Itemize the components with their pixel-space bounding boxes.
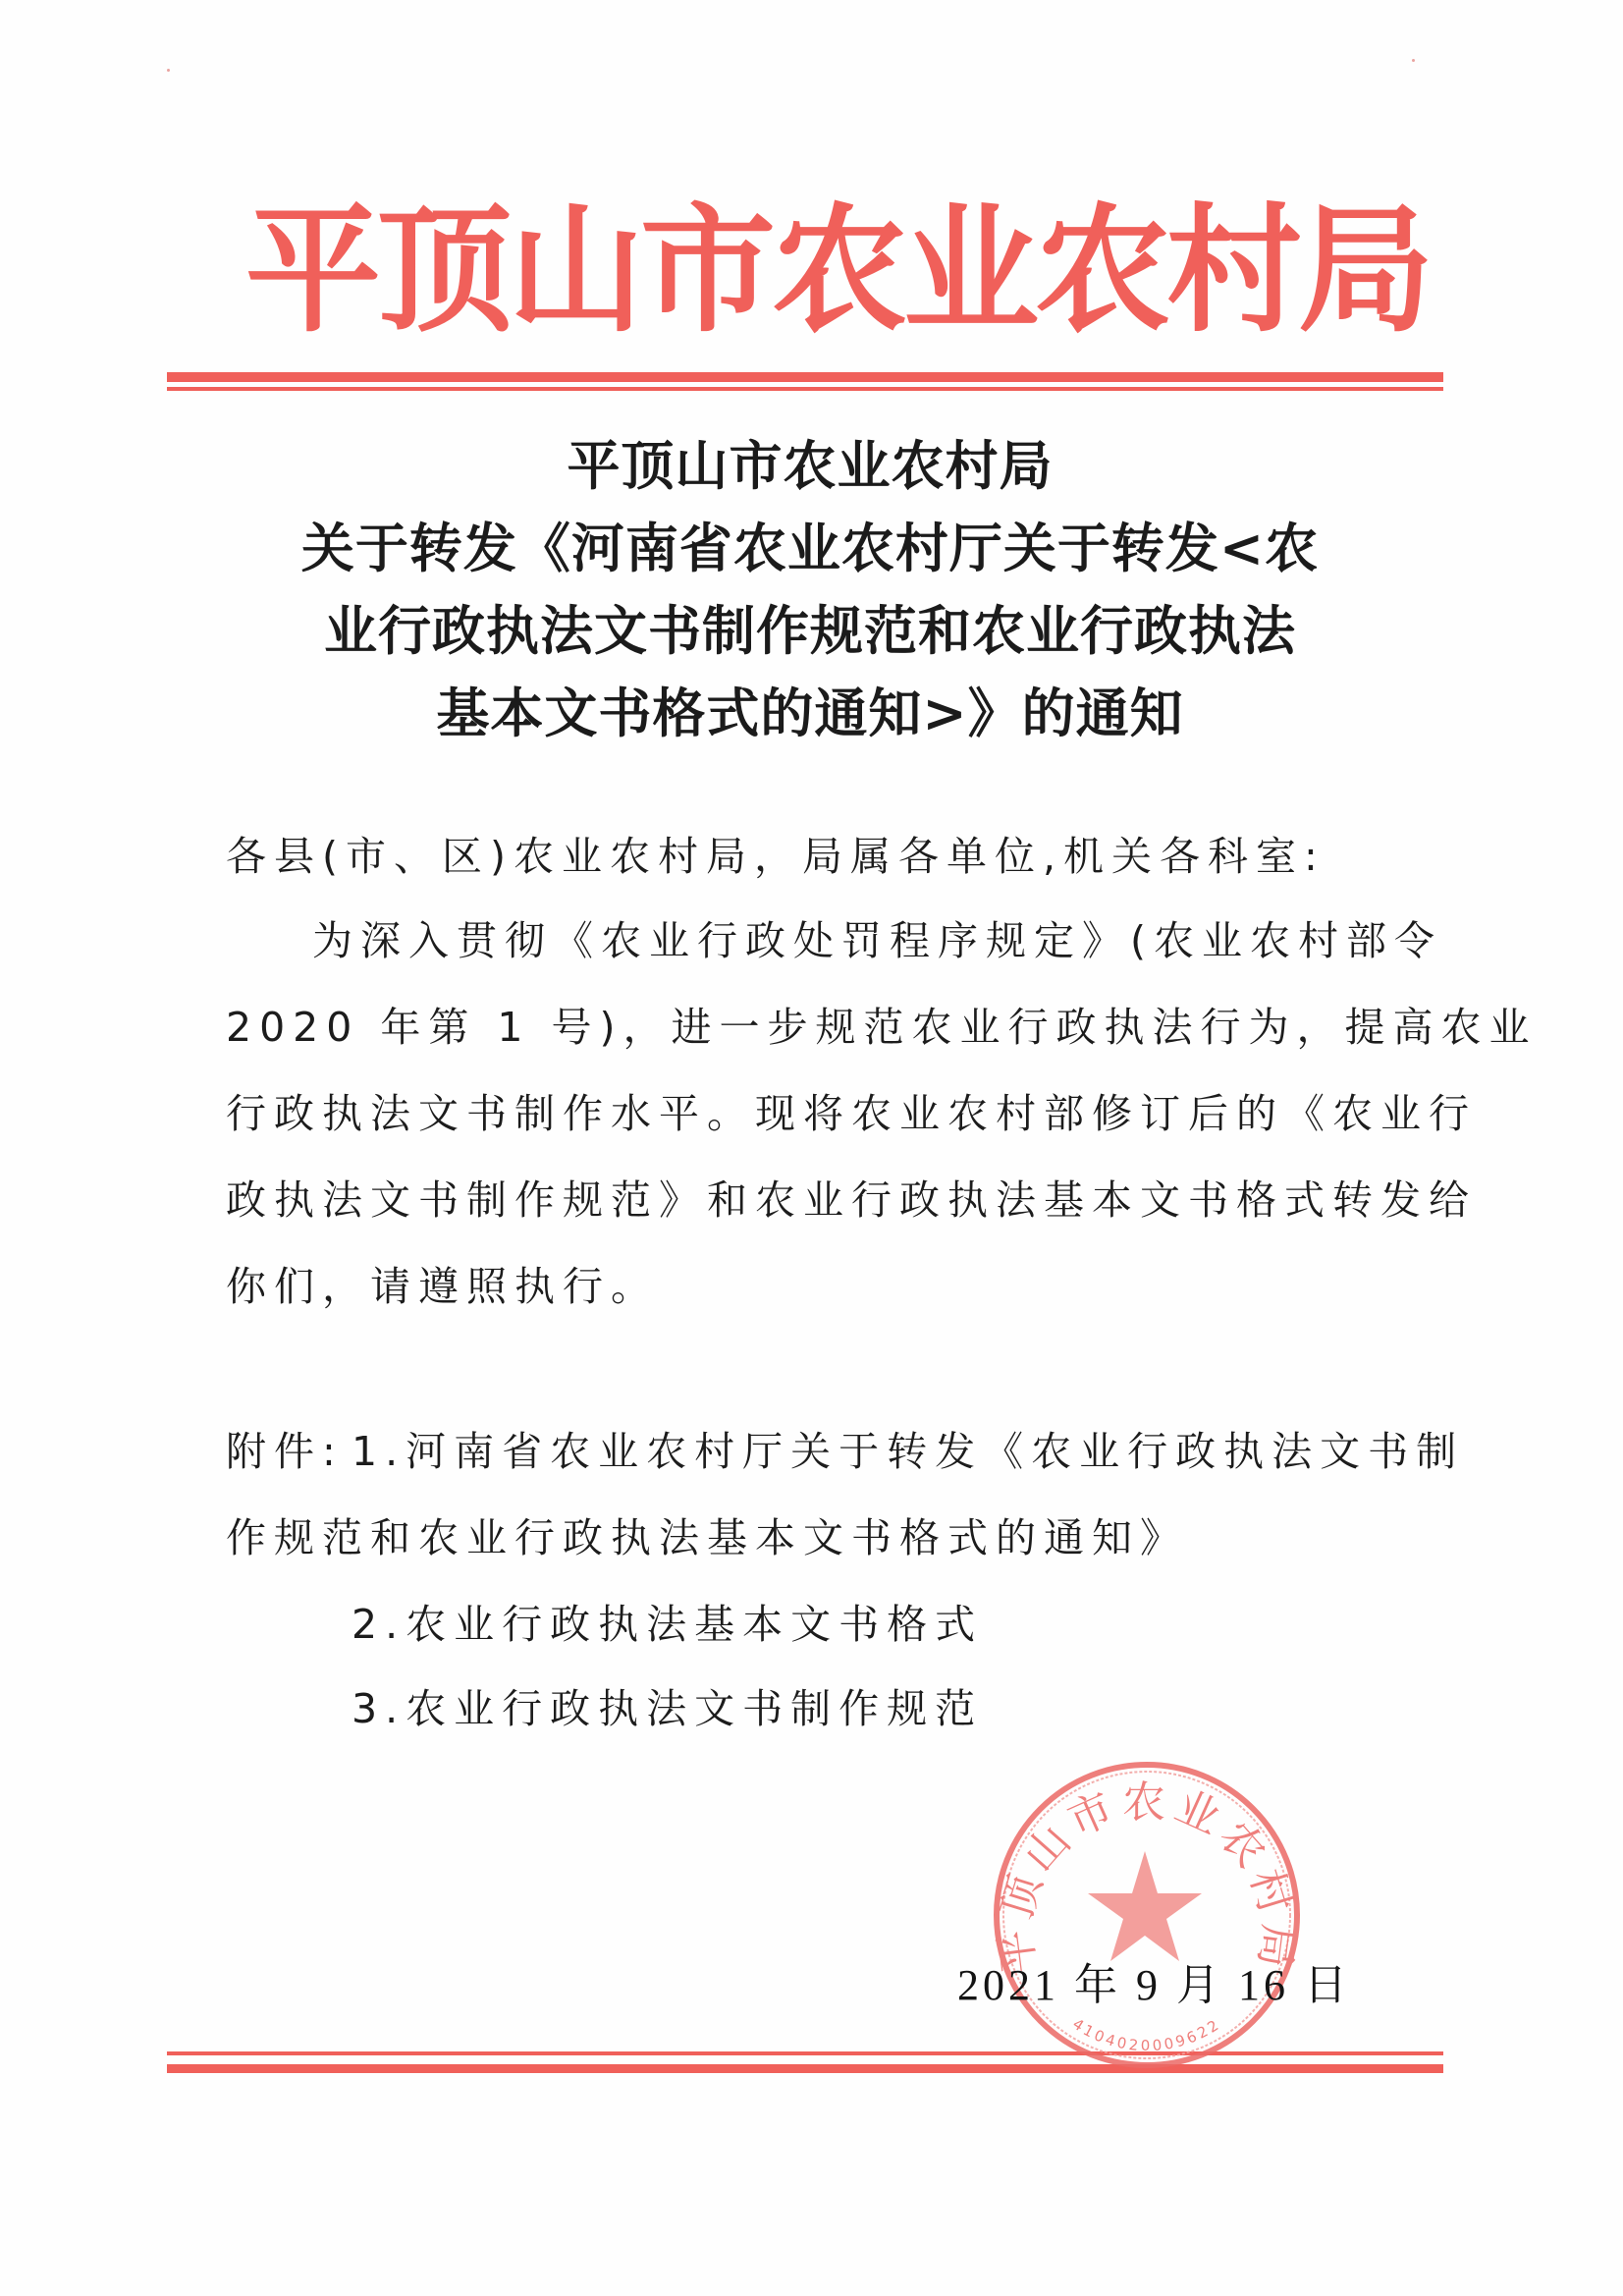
- attachment-item-1: 1.河南省农业农村厅关于转发《农业行政执法文书制: [352, 1428, 1465, 1475]
- attachment-item-1-cont: 作规范和农业行政执法基本文书格式的通知》: [226, 1514, 1188, 1561]
- body-line-2: 2020 年第 1 号)，进一步规范农业行政执法行为，提高农业: [226, 1004, 1538, 1051]
- body-line-5: 你们，请遵照执行。: [226, 1263, 659, 1310]
- star-icon: [1088, 1851, 1202, 1961]
- official-seal: [990, 1758, 1304, 2072]
- attachment-item-2: 2.农业行政执法基本文书格式: [352, 1601, 984, 1648]
- title-line-1: 平顶山市农业农村局: [567, 434, 1054, 497]
- attachments-label: 附件:: [226, 1428, 344, 1475]
- seal-code: 4104020009622: [1069, 2014, 1224, 2055]
- attachment-item-3: 3.农业行政执法文书制作规范: [352, 1685, 984, 1732]
- salutation: 各县(市、区)农业农村局，局属各单位,机关各科室:: [226, 833, 1325, 880]
- body-line-3: 行政执法文书制作水平。现将农业农村部修订后的《农业行: [226, 1090, 1477, 1137]
- body-line-1: 为深入贯彻《农业行政处罚程序规定》(农业农村部令: [312, 917, 1442, 964]
- title-line-2: 关于转发《河南省农业农村厅关于转发<农: [300, 517, 1320, 579]
- scan-speck: [1412, 59, 1415, 62]
- masthead-title: 平顶山市农业农村局: [245, 188, 1431, 352]
- title-line-3: 业行政执法文书制作规范和农业行政执法: [324, 599, 1296, 662]
- document-date: 2021 年 9 月 16 日: [957, 1961, 1351, 2009]
- body-line-4: 政执法文书制作规范》和农业行政执法基本文书格式转发给: [226, 1176, 1477, 1224]
- title-line-4: 基本文书格式的通知>》的通知: [436, 682, 1184, 744]
- seal-text: 平顶山市农业农村局: [990, 1777, 1304, 1977]
- scan-speck: [167, 69, 170, 72]
